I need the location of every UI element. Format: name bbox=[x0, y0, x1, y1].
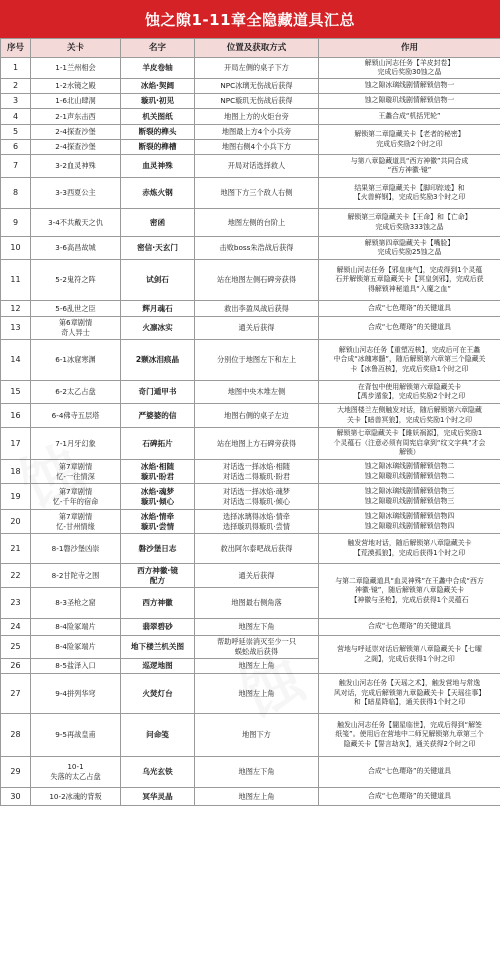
table-row bbox=[1, 428, 500, 460]
table-row bbox=[1, 484, 500, 510]
row-location: 站在地图左侧石碑旁获得 bbox=[195, 260, 319, 301]
row-item-name: 冰焰·情牵 璇玑·尝情 bbox=[121, 510, 195, 534]
table-row bbox=[1, 714, 500, 757]
row-index: 24 bbox=[1, 619, 31, 636]
table-row bbox=[1, 636, 500, 659]
row-effect: 与第二章隐藏道具“血灵神殊”在王蠡中合成“西方 神徽·镜”，随后解锁第八章隐藏关卡 【神徽与圣枪】，完成后获得1个灵蕴石 bbox=[319, 564, 500, 619]
table-row bbox=[1, 125, 500, 140]
table-row bbox=[1, 510, 500, 534]
row-level: 8-5盐泽入口 bbox=[31, 659, 121, 674]
row-level: 5-6乱世之臣 bbox=[31, 301, 121, 317]
row-effect: 合成“七色璎珞”的关键道具 bbox=[319, 301, 500, 317]
row-index: 25 bbox=[1, 636, 31, 659]
row-item-name: 冰焰·相随 璇玑·盼君 bbox=[121, 460, 195, 484]
row-effect: 合成“七色璎珞”的关键道具 bbox=[319, 619, 500, 636]
row-level: 6-4佛寺五层塔 bbox=[31, 404, 121, 428]
row-location: 地图下方 bbox=[195, 714, 319, 757]
row-item-name: 冥华灵晶 bbox=[121, 788, 195, 806]
row-level: 3-4不共戴天之仇 bbox=[31, 209, 121, 237]
row-index: 3 bbox=[1, 94, 31, 109]
row-index: 10 bbox=[1, 237, 31, 260]
row-level: 第7章剧情 忆-千年的宿命 bbox=[31, 484, 121, 510]
row-location: 帮助呼延崇消灭至少一只 蜈蚣战后获得 bbox=[195, 636, 319, 659]
row-location: 地图左下角 bbox=[195, 619, 319, 636]
row-item-name: 2颗冰泪痕晶 bbox=[121, 340, 195, 381]
row-index: 11 bbox=[1, 260, 31, 301]
hidden-items-table bbox=[0, 38, 500, 806]
row-index: 16 bbox=[1, 404, 31, 428]
row-location: 对话选一择冰焰·相随 对话选二得璇玑·盼君 bbox=[195, 460, 319, 484]
row-location: 地图上方的火炬台旁 bbox=[195, 109, 319, 125]
row-location: 选择冰璃得冰焰·情牵 选择璇玑得璇玑·尝情 bbox=[195, 510, 319, 534]
row-index: 1 bbox=[1, 58, 31, 79]
table-row bbox=[1, 317, 500, 340]
row-item-name: 羊皮卷轴 bbox=[121, 58, 195, 79]
row-effect: 结果第三章隐藏关卡【脚印踪迹】和 【火兽鲜钢】，完成后奖励3个时之印 bbox=[319, 178, 500, 209]
col-header-name: 名字 bbox=[121, 39, 195, 58]
row-index: 29 bbox=[1, 757, 31, 788]
row-item-name: 冰焰·契阔 bbox=[121, 79, 195, 94]
row-item-name: 试剑石 bbox=[121, 260, 195, 301]
row-item-name: 机关图纸 bbox=[121, 109, 195, 125]
row-location: 地图左侧的台阶上 bbox=[195, 209, 319, 237]
table-row bbox=[1, 460, 500, 484]
row-level: 7-1月牙幻象 bbox=[31, 428, 121, 460]
row-item-name: 乌光玄铁 bbox=[121, 757, 195, 788]
row-item-name: 火凛冰实 bbox=[121, 317, 195, 340]
row-location: NPC冰璃无伤战后获得 bbox=[195, 79, 319, 94]
row-effect: 与第八章隐藏道具“西方神徽”共同合成 “西方神徽·镜” bbox=[319, 155, 500, 178]
row-level: 3-3西夏公主 bbox=[31, 178, 121, 209]
row-index: 20 bbox=[1, 510, 31, 534]
row-item-name: 问命笺 bbox=[121, 714, 195, 757]
row-level: 6-2太乙占盘 bbox=[31, 381, 121, 404]
row-level: 10-1 失落的太乙占盘 bbox=[31, 757, 121, 788]
row-location: 分别位于地图左下和左上 bbox=[195, 340, 319, 381]
row-index: 26 bbox=[1, 659, 31, 674]
table-row bbox=[1, 534, 500, 564]
row-index: 7 bbox=[1, 155, 31, 178]
row-location: 地图左上角 bbox=[195, 659, 319, 674]
row-index: 2 bbox=[1, 79, 31, 94]
row-item-name: 血灵神殊 bbox=[121, 155, 195, 178]
row-effect: 蚀之隙冰璃线剧情解锁信物四 蚀之隙璇玑线剧情解锁信物四 bbox=[319, 510, 500, 534]
row-level: 3-2血灵神殊 bbox=[31, 155, 121, 178]
table-row bbox=[1, 155, 500, 178]
row-location: 地图右侧4个小兵下方 bbox=[195, 140, 319, 155]
row-item-name: 地下楼兰机关图 bbox=[121, 636, 195, 659]
row-effect: 蚀之隙冰璃线剧情解锁信物二 蚀之隙璇玑线剧情解锁信物二 bbox=[319, 460, 500, 484]
row-level: 第7章剧情 忆-一往情深 bbox=[31, 460, 121, 484]
row-location: 开局对话选择救人 bbox=[195, 155, 319, 178]
row-item-name: 密函 bbox=[121, 209, 195, 237]
row-location: 地图左上角 bbox=[195, 788, 319, 806]
row-location: 救出李盈凤战后获得 bbox=[195, 301, 319, 317]
row-effect: 解锁第四章隐藏关卡【嘴脸】 完成后奖励25蚀之晶 bbox=[319, 237, 500, 260]
row-effect: 在背包中使用解锁第六章隐藏关卡 【禹步遁象】，完成后奖励2个时之印 bbox=[319, 381, 500, 404]
row-location: 地图中央木堆左侧 bbox=[195, 381, 319, 404]
row-index: 13 bbox=[1, 317, 31, 340]
row-location: 通关后获得 bbox=[195, 317, 319, 340]
row-effect: 合成“七色璎珞”的关键道具 bbox=[319, 757, 500, 788]
row-index: 6 bbox=[1, 140, 31, 155]
row-item-name: 断裂的榫槽 bbox=[121, 140, 195, 155]
row-location: 开局左侧的桌子下方 bbox=[195, 58, 319, 79]
row-level: 8-4险冢端片 bbox=[31, 619, 121, 636]
row-index: 4 bbox=[1, 109, 31, 125]
row-effect: 解锁山河志任务【重塑冱核】，完成后可在王蠡 中合成“冰魄寒髓”，随后解锁第六章第三个隐藏关 卡【冰鲁冱核】，完成后奖励1个时之印 bbox=[319, 340, 500, 381]
row-item-name: 严婆婆的信 bbox=[121, 404, 195, 428]
table-row bbox=[1, 178, 500, 209]
row-level: 2-4探查沙堡 bbox=[31, 125, 121, 140]
col-header-effect: 作用 bbox=[319, 39, 500, 58]
row-effect: 解锁第三章隐藏关卡【王命】和【亡命】 完成后奖励333蚀之晶 bbox=[319, 209, 500, 237]
row-index: 18 bbox=[1, 460, 31, 484]
row-level: 10-2冰魂的背叛 bbox=[31, 788, 121, 806]
row-effect: 合成“七色璎珞”的关键道具 bbox=[319, 788, 500, 806]
row-level: 第6章剧情 奇人异士 bbox=[31, 317, 121, 340]
table-row bbox=[1, 109, 500, 125]
row-index: 22 bbox=[1, 564, 31, 588]
row-item-name: 西方神徽·镜 配方 bbox=[121, 564, 195, 588]
row-effect: 蚀之隙冰璃线剧情解锁信物三 蚀之隙璇玑线剧情解锁信物三 bbox=[319, 484, 500, 510]
row-level: 第7章剧情 忆-甘州情缘 bbox=[31, 510, 121, 534]
row-item-name: 翡翠碧砂 bbox=[121, 619, 195, 636]
table-body bbox=[1, 58, 500, 806]
row-effect: 合成“七色璎珞”的关键道具 bbox=[319, 317, 500, 340]
row-location: NPC璇玑无伤战后获得 bbox=[195, 94, 319, 109]
table-header-row bbox=[1, 39, 500, 58]
row-index: 28 bbox=[1, 714, 31, 757]
table-row bbox=[1, 237, 500, 260]
col-header-level: 关卡 bbox=[31, 39, 121, 58]
row-location: 地图最右侧角落 bbox=[195, 588, 319, 619]
row-level: 5-2鬼符之阵 bbox=[31, 260, 121, 301]
row-level: 8-1磐沙堡凶崇 bbox=[31, 534, 121, 564]
row-location: 站在地图上方石碑旁获得 bbox=[195, 428, 319, 460]
row-index: 27 bbox=[1, 674, 31, 714]
table-row bbox=[1, 788, 500, 806]
row-item-name: 赤炼火钢 bbox=[121, 178, 195, 209]
table-row bbox=[1, 340, 500, 381]
row-level: 8-3圣枪之窟 bbox=[31, 588, 121, 619]
row-index: 23 bbox=[1, 588, 31, 619]
row-effect: 解锁第二章隐藏关卡【老者的秘密】 完成后奖励2个时之印 bbox=[319, 125, 500, 155]
row-location: 对话选一择冰焰·魂梦 对话选二得璇玑·倾心 bbox=[195, 484, 319, 510]
row-index: 15 bbox=[1, 381, 31, 404]
row-level: 2-4探查沙堡 bbox=[31, 140, 121, 155]
table-row bbox=[1, 79, 500, 94]
row-level: 8-4险冢端片 bbox=[31, 636, 121, 659]
row-item-name: 璇玑·初见 bbox=[121, 94, 195, 109]
row-effect: 蚀之隙璇玑线剧情解锁信物一 bbox=[319, 94, 500, 109]
row-effect: 蚀之隙冰璃线剧情解锁信物一 bbox=[319, 79, 500, 94]
row-item-name: 奇门遁甲书 bbox=[121, 381, 195, 404]
row-location: 地图右侧的桌子左边 bbox=[195, 404, 319, 428]
row-item-name: 火焚灯台 bbox=[121, 674, 195, 714]
row-index: 19 bbox=[1, 484, 31, 510]
row-effect: 触发山河志任务【闇星临世】，完成后得到“解签 纸笺”。使用后在营地中二师兄解锁第九章第三个 隐藏关卡【誓言劫灰】，通关获得2个时之印 bbox=[319, 714, 500, 757]
table-row bbox=[1, 58, 500, 79]
row-index: 14 bbox=[1, 340, 31, 381]
row-location: 救出阿尔泰吧战后获得 bbox=[195, 534, 319, 564]
row-effect: 营地与呼延崇对话后解锁第八章隐藏关卡【七曜 之阁】，完成后获得1个时之印 bbox=[319, 636, 500, 674]
row-item-name: 石碑拓片 bbox=[121, 428, 195, 460]
row-location: 击败boss朱浩战后获得 bbox=[195, 237, 319, 260]
row-index: 9 bbox=[1, 209, 31, 237]
row-level: 8-2甘陀寺之围 bbox=[31, 564, 121, 588]
row-item-name: 密信·天玄门 bbox=[121, 237, 195, 260]
row-location: 地图最上方4个小兵旁 bbox=[195, 125, 319, 140]
col-header-location: 位置及获取方式 bbox=[195, 39, 319, 58]
row-level: 6-1冰窟寒渊 bbox=[31, 340, 121, 381]
row-level: 3-6高昌故城 bbox=[31, 237, 121, 260]
row-item-name: 辉月魂石 bbox=[121, 301, 195, 317]
table-row bbox=[1, 209, 500, 237]
row-level: 2-1声东击西 bbox=[31, 109, 121, 125]
page-title: 蚀之隙1-11章全隐藏道具汇总 bbox=[0, 0, 500, 38]
row-index: 5 bbox=[1, 125, 31, 140]
row-index: 12 bbox=[1, 301, 31, 317]
table-row bbox=[1, 404, 500, 428]
row-item-name: 磐沙堡日志 bbox=[121, 534, 195, 564]
row-effect: 大地图楼兰左侧触发对话，随后解锁第六章隐藏 关卡【暗兽冥狼】，完成后奖励1个时之印 bbox=[319, 404, 500, 428]
row-effect: 解锁第七章隐藏关卡【雎妖祸源】，完成后奖励1 个灵蕴石（注意必须有周宪启拿到“纹文字典”才会 解锁） bbox=[319, 428, 500, 460]
table-row bbox=[1, 94, 500, 109]
row-location: 地图下方三个敌人右侧 bbox=[195, 178, 319, 209]
row-level: 9-4拼列华穹 bbox=[31, 674, 121, 714]
table-row bbox=[1, 674, 500, 714]
row-level: 1-2水镜之殿 bbox=[31, 79, 121, 94]
table-row bbox=[1, 301, 500, 317]
row-location: 地图左下角 bbox=[195, 757, 319, 788]
row-location: 通关后获得 bbox=[195, 564, 319, 588]
row-level: 9-5再战皇甫 bbox=[31, 714, 121, 757]
row-index: 17 bbox=[1, 428, 31, 460]
row-item-name: 冰焰·魂梦 璇玑·倾心 bbox=[121, 484, 195, 510]
row-location: 地图左上角 bbox=[195, 674, 319, 714]
row-effect: 解锁山河志任务【邪皇庚气】，完成得到1个灵蕴 石并解锁第五章隐藏关卡【冥皇剑邪】，完成后获 得解锁神秘道具“入魔之血” bbox=[319, 260, 500, 301]
row-index: 21 bbox=[1, 534, 31, 564]
table-row bbox=[1, 381, 500, 404]
row-level: 1-1兰州相会 bbox=[31, 58, 121, 79]
row-effect: 触发山河志任务【天瑶之术】，触发营地与常逸 风对话，完成后解锁第九章隐藏关卡【天瑶往事】 和【暗星降临】，通关获得1个时之印 bbox=[319, 674, 500, 714]
row-item-name: 断裂的榫头 bbox=[121, 125, 195, 140]
table-row bbox=[1, 757, 500, 788]
row-effect: 触发营地对话，随后解锁第八章隐藏关卡 【荒漠孤狼】，完成后获得1个时之印 bbox=[319, 534, 500, 564]
row-index: 30 bbox=[1, 788, 31, 806]
row-effect: 解锁山河志任务【羊皮封卷】 完成后奖励30蚀之晶 bbox=[319, 58, 500, 79]
table-row bbox=[1, 260, 500, 301]
table-row bbox=[1, 564, 500, 588]
table-row bbox=[1, 619, 500, 636]
row-item-name: 西方神徽 bbox=[121, 588, 195, 619]
row-item-name: 巡逻地图 bbox=[121, 659, 195, 674]
row-level: 1-6北山肆洞 bbox=[31, 94, 121, 109]
row-index: 8 bbox=[1, 178, 31, 209]
row-effect: 王蠡合成“机括咒轮” bbox=[319, 109, 500, 125]
col-header-index: 序号 bbox=[1, 39, 31, 58]
